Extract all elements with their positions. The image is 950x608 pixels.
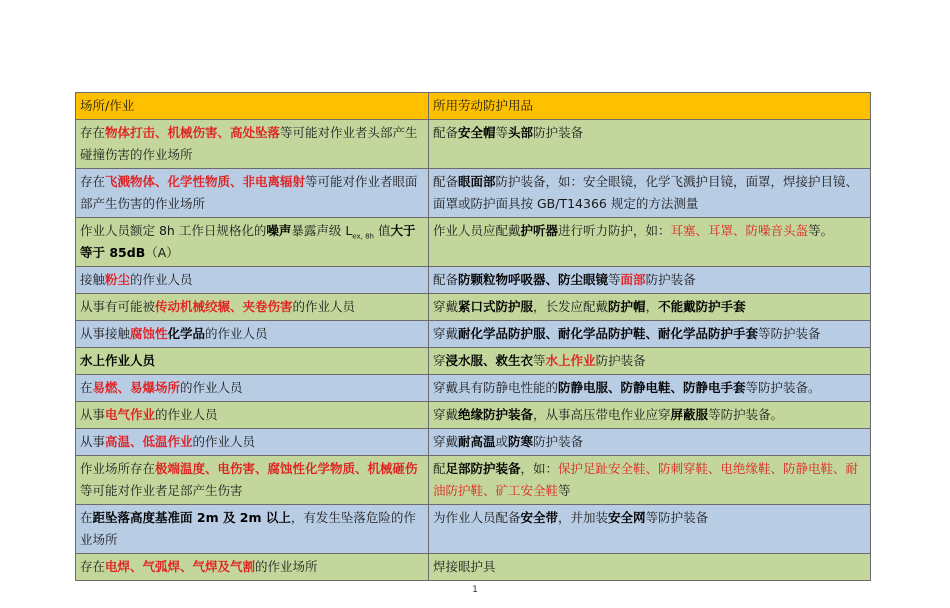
text-segment: 配备 bbox=[433, 272, 459, 287]
text-segment: 足部防护装备 bbox=[445, 461, 521, 476]
text-segment: ，长发应配戴 bbox=[533, 299, 609, 314]
text-segment: 防颗粒物呼吸器、防尘眼镜 bbox=[458, 272, 609, 287]
text-segment: 防护装备 bbox=[645, 272, 696, 287]
cell-ppe bbox=[429, 375, 871, 402]
text-segment: 紧口式防护服 bbox=[458, 299, 534, 314]
text-segment: 的作业人员 bbox=[292, 299, 356, 314]
cell-place bbox=[76, 375, 429, 402]
text-segment: 配 bbox=[433, 461, 446, 476]
text-segment: 接触 bbox=[80, 272, 106, 287]
text-segment: 作业人员应配戴 bbox=[433, 223, 521, 238]
text-segment: 暴露声级 L bbox=[291, 223, 353, 238]
cell-ppe bbox=[429, 120, 871, 169]
text-segment: 化学品 bbox=[167, 326, 206, 341]
text-segment: 水上作业人员 bbox=[80, 353, 156, 368]
table-row bbox=[76, 505, 871, 554]
text-segment: ，有发生坠落危险的作业场所 bbox=[80, 510, 416, 547]
text-segment: 电气作业 bbox=[105, 407, 156, 422]
cell-ppe bbox=[429, 429, 871, 456]
text-segment: 易燃、易爆场所 bbox=[92, 380, 181, 395]
text-segment: 安全带 bbox=[520, 510, 559, 525]
text-segment: （A） bbox=[145, 245, 179, 260]
text-segment: ，从事高压带电作业应穿 bbox=[533, 407, 671, 422]
text-segment: 飞溅物体、化学性物质、非电离辐射 bbox=[105, 174, 306, 189]
text-segment: 的作业人员 bbox=[205, 326, 268, 341]
text-segment: 防护帽 bbox=[608, 299, 646, 314]
text-segment: 面部 bbox=[620, 272, 646, 287]
text-segment: 等 bbox=[558, 483, 571, 498]
text-segment: 极端温度、电伤害、腐蚀性化学物质、机械砸伤 bbox=[155, 461, 418, 476]
text-segment: 腐蚀性 bbox=[130, 326, 168, 341]
header-ppe: 所用劳动防护用品 bbox=[429, 93, 871, 120]
table-row bbox=[76, 554, 871, 581]
text-segment: 作业人员额定 8h 工作日规格化的 bbox=[80, 223, 267, 238]
text-segment: 护听器 bbox=[520, 223, 559, 238]
text-segment: 距坠落高度基准面 2m 及 2m 以上 bbox=[92, 510, 291, 525]
text-segment: 耐化学品防护服、耐化学品防护鞋、耐化学品防护手套 bbox=[458, 326, 759, 341]
cell-ppe bbox=[429, 402, 871, 429]
text-segment: 保护足趾安全鞋、防刺穿鞋、电绝缘鞋、防静电鞋、耐油防护鞋、矿工安全鞋 bbox=[433, 461, 859, 498]
text-segment: 穿戴 bbox=[433, 407, 459, 422]
table-row bbox=[76, 375, 871, 402]
cell-place bbox=[76, 294, 429, 321]
text-segment: 的作业人员 bbox=[192, 434, 256, 449]
text-segment: 穿戴具有防静电性能的 bbox=[433, 380, 559, 395]
text-segment: 从事接触 bbox=[80, 326, 131, 341]
cell-place bbox=[76, 120, 429, 169]
text-segment: 进行听力防护，如： bbox=[558, 223, 671, 238]
text-segment: ，如： bbox=[520, 461, 559, 476]
ppe-table bbox=[75, 92, 871, 581]
text-segment: 绝缘防护装备 bbox=[458, 407, 534, 422]
text-segment: 配备 bbox=[433, 174, 459, 189]
table-row bbox=[76, 321, 871, 348]
text-segment: 的作业人员 bbox=[180, 380, 243, 395]
text-segment: 从事 bbox=[80, 407, 106, 422]
header-place: 场所/作业 bbox=[76, 93, 429, 120]
text-segment: 不能戴防护手套 bbox=[658, 299, 746, 314]
cell-ppe bbox=[429, 348, 871, 375]
cell-ppe bbox=[429, 294, 871, 321]
text-segment: 的作业场所 bbox=[255, 559, 318, 574]
text-segment: 耳塞、耳罩、防噪音头盔 bbox=[670, 223, 809, 238]
table-row bbox=[76, 402, 871, 429]
text-segment: 大于等于 85dB bbox=[80, 223, 416, 260]
cell-place bbox=[76, 267, 429, 294]
text-segment: 从事 bbox=[80, 434, 106, 449]
cell-ppe bbox=[429, 321, 871, 348]
text-segment: 等 bbox=[533, 353, 546, 368]
text-segment: 眼面部 bbox=[458, 174, 496, 189]
page-number: 1 bbox=[472, 585, 478, 595]
text-segment: 等防护装备 bbox=[645, 510, 709, 525]
text-segment: 或 bbox=[495, 434, 509, 449]
cell-ppe bbox=[429, 169, 871, 218]
text-segment: 等防护装备。 bbox=[745, 380, 821, 395]
text-segment: 防静电服、防静电鞋、防静电手套 bbox=[558, 380, 746, 395]
cell-ppe bbox=[429, 554, 871, 581]
text-segment: 水上作业 bbox=[545, 353, 596, 368]
text-segment: 配备 bbox=[433, 125, 459, 140]
cell-place bbox=[76, 456, 429, 505]
text-segment: 在 bbox=[80, 510, 93, 525]
cell-place bbox=[76, 218, 429, 267]
text-segment: 噪声 bbox=[266, 223, 292, 238]
text-segment: 在 bbox=[80, 380, 93, 395]
text-segment: 屏蔽服 bbox=[670, 407, 709, 422]
text-segment: 存在 bbox=[80, 174, 106, 189]
table-row bbox=[76, 294, 871, 321]
text-segment: 等 bbox=[608, 272, 621, 287]
cell-place bbox=[76, 505, 429, 554]
text-segment: 等防护装备。 bbox=[708, 407, 784, 422]
cell-ppe bbox=[429, 218, 871, 267]
text-segment: 穿 bbox=[433, 353, 446, 368]
table-header-row bbox=[76, 93, 871, 120]
text-segment: 防护装备 bbox=[533, 125, 584, 140]
text-segment: 穿戴 bbox=[433, 326, 459, 341]
cell-ppe bbox=[429, 267, 871, 294]
text-segment: 等可能对作业者眼面部产生伤害的作业场所 bbox=[80, 174, 418, 211]
cell-ppe bbox=[429, 456, 871, 505]
text-segment: 传动机械绞辗、夹卷伤害 bbox=[155, 299, 293, 314]
text-segment: 浸水服、救生衣 bbox=[445, 353, 534, 368]
text-segment: 物体打击、机械伤害、高处坠落 bbox=[105, 125, 281, 140]
text-segment: 等 bbox=[495, 125, 509, 140]
text-segment: 电焊、气弧焊、气焊及气割 bbox=[105, 559, 256, 574]
cell-place bbox=[76, 402, 429, 429]
text-segment: 头部 bbox=[508, 125, 534, 140]
text-segment: ， bbox=[645, 299, 659, 314]
text-segment: 等。 bbox=[808, 223, 834, 238]
text-segment: 作业场所存在 bbox=[80, 461, 156, 476]
table-row bbox=[76, 120, 871, 169]
table-row bbox=[76, 456, 871, 505]
text-segment: 焊接眼护具 bbox=[433, 559, 496, 574]
text-segment: 防护装备，如：安全眼镜，化学飞溅护目镜，面罩，焊接护目镜、面罩或防护面具按 GB/T14366 规定的方法测量 bbox=[433, 174, 859, 211]
cell-place bbox=[76, 554, 429, 581]
text-segment: 防护装备 bbox=[595, 353, 646, 368]
table-row bbox=[76, 429, 871, 456]
text-segment: 防寒 bbox=[508, 434, 534, 449]
table-row bbox=[76, 218, 871, 267]
text-segment: 安全网 bbox=[608, 510, 646, 525]
text-segment: 等可能对作业者头部产生碰撞伤害的作业场所 bbox=[80, 125, 418, 162]
text-segment: 从事有可能被 bbox=[80, 299, 156, 314]
text-segment: 存在 bbox=[80, 559, 106, 574]
text-segment: 穿戴 bbox=[433, 434, 459, 449]
text-segment: 安全帽 bbox=[458, 125, 496, 140]
table-row bbox=[76, 169, 871, 218]
text-segment: 的作业人员 bbox=[130, 272, 193, 287]
cell-place bbox=[76, 169, 429, 218]
cell-place bbox=[76, 429, 429, 456]
table-row bbox=[76, 267, 871, 294]
text-segment: 等可能对作业者足部产生伤害 bbox=[80, 483, 243, 498]
text-segment: 等防护装备 bbox=[758, 326, 821, 341]
text-segment: 值 bbox=[373, 223, 391, 238]
cell-ppe bbox=[429, 505, 871, 554]
text-segment: 的作业人员 bbox=[155, 407, 218, 422]
text-segment: 耐高温 bbox=[458, 434, 496, 449]
text-segment: 粉尘 bbox=[105, 272, 131, 287]
cell-place bbox=[76, 348, 429, 375]
cell-place bbox=[76, 321, 429, 348]
text-segment: 穿戴 bbox=[433, 299, 459, 314]
text-segment: 高温、低温作业 bbox=[105, 434, 193, 449]
text-segment: ex, 8h bbox=[352, 232, 374, 241]
text-segment: 为作业人员配备 bbox=[433, 510, 521, 525]
text-segment: 存在 bbox=[80, 125, 106, 140]
table-row bbox=[76, 348, 871, 375]
text-segment: 防护装备 bbox=[533, 434, 584, 449]
text-segment: ，并加装 bbox=[558, 510, 609, 525]
